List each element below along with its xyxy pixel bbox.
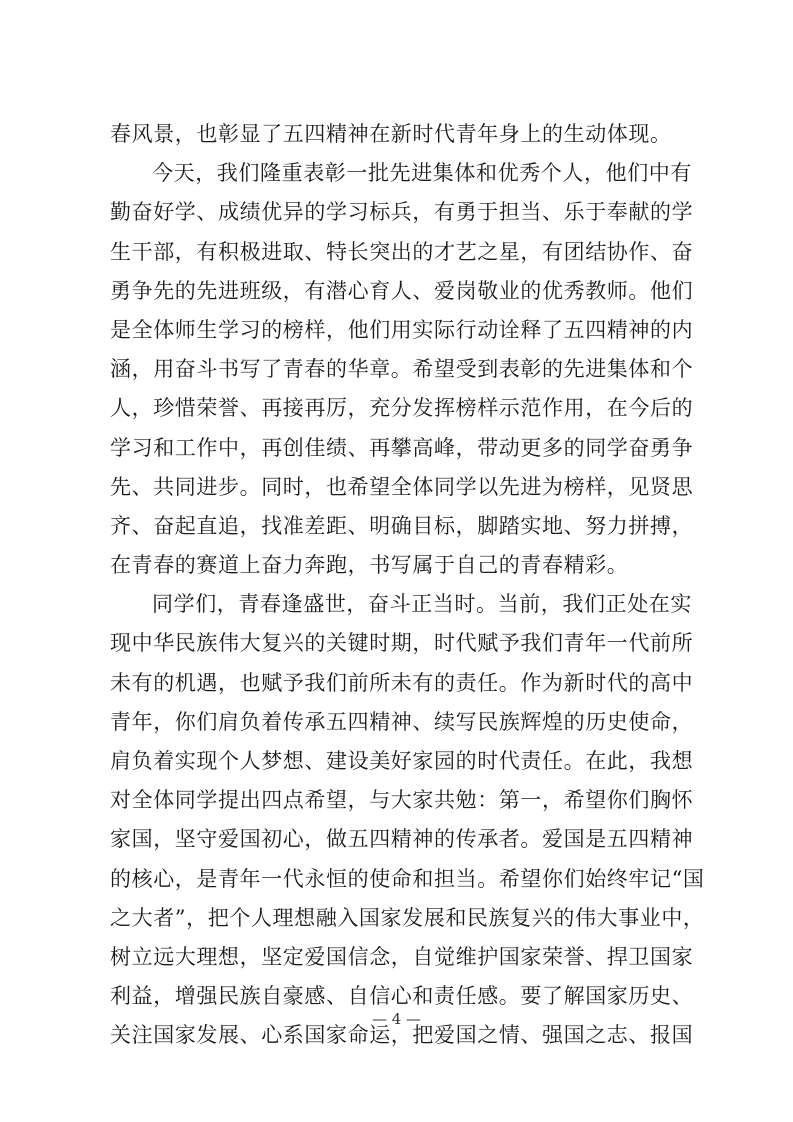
text-line: 人，珍惜荣誉、再接再厉，充分发挥榜样示范作用，在今后的 (110, 396, 694, 421)
text-line: 涵，用奋斗书写了青春的华章。希望受到表彰的先进集体和个 (110, 357, 694, 382)
paragraph-first-line: 今天，我们隆重表彰一批先进集体和优秀个人，他们中有 (152, 161, 692, 186)
text-line: 的核心，是青年一代永恒的使命和担当。希望你们始终牢记“国 (110, 866, 705, 891)
text-line: 之大者”，把个人理想融入国家发展和民族复兴的伟大事业中， (110, 905, 705, 930)
page-number: — 4 — (371, 1010, 422, 1028)
text-line: 现中华民族伟大复兴的关键时期，时代赋予我们青年一代前所 (110, 631, 694, 656)
text-line: 家国，坚守爱国初心，做五四精神的传承者。爱国是五四精神 (110, 827, 694, 852)
body-text (110, 115, 705, 1056)
text-line: 肩负着实现个人梦想、建设美好家园的时代责任。在此，我想 (110, 749, 694, 773)
text-line: 齐、奋起直追，找准差距、明确目标，脚踏实地、努力拼搏， (110, 513, 694, 538)
text-line: 春风景，也彰显了五四精神在新时代青年身上的生动体现。 (110, 122, 672, 146)
text-line: 利益，增强民族自豪感、自信心和责任感。要了解国家历史、 (110, 984, 694, 1009)
text-line: 生干部，有积极进取、特长突出的才艺之星，有团结协作、奋 (110, 239, 694, 264)
text-line: 学习和工作中，再创佳绩、再攀高峰，带动更多的同学奋勇争 (110, 435, 694, 460)
text-line: 未有的机遇，也赋予我们前所未有的责任。作为新时代的高中 (110, 670, 694, 695)
text-line: 青年，你们肩负着传承五四精神、续写民族辉煌的历史使命， (110, 709, 694, 734)
text-line: 勤奋好学、成绩优异的学习标兵，有勇于担当、乐于奉献的学 (110, 200, 694, 225)
text-line: 是全体师生学习的榜样，他们用实际行动诠释了五四精神的内 (110, 317, 694, 342)
text-line: 对全体同学提出四点希望，与大家共勉：第一，希望你们胸怀 (110, 788, 694, 813)
text-line: 先、共同进步。同时，也希望全体同学以先进为榜样，见贤思 (110, 474, 694, 499)
text-line: 在青春的赛道上奋力奔跑，书写属于自己的青春精彩。 (110, 553, 629, 578)
text-line: 勇争先的先进班级，有潜心育人、爱岗敬业的优秀教师。他们 (110, 278, 694, 303)
text-line: 树立远大理想，坚定爱国信念，自觉维护国家荣誉、捍卫国家 (110, 944, 694, 969)
paragraph-first-line: 同学们，青春逢盛世，奋斗正当时。当前，我们正处在实 (152, 592, 692, 617)
text-line: 关注国家发展、心系国家命运，把爱国之情、强国之志、报国 (110, 1023, 694, 1048)
